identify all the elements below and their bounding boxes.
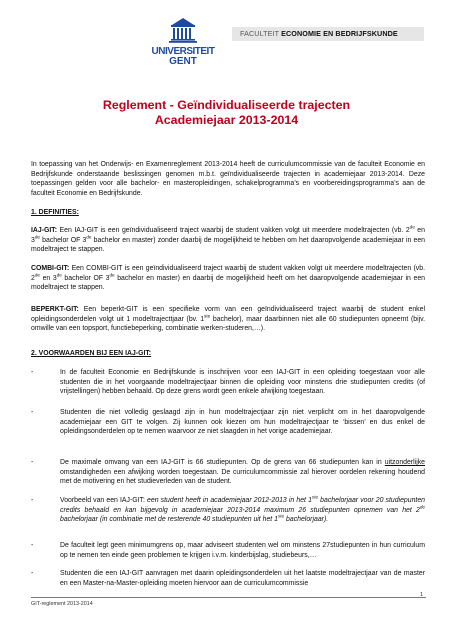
intro-paragraph: In toepassing van het Onderwijs- en Examenreglement 2013-2014 heeft de curriculumcommissie van de faculteit Economie en Bedrijfskunde onderstaande beslissingen genomen m.b.t. geïndividualiseerde trajecten in academiejaar 2013-2014. Deze toepassingen gelden voor alle bachelor- en masteropleidingen, schakelprogramma’s en voorbereidingsprogramma’s aan de faculteit Economie en Bedrijfskunde. <box>31 161 425 197</box>
document-title: Reglement - Geïndividualiseerde trajecten <box>102 98 351 112</box>
definition-iaj-git: IAJ-GIT: Een IAJ-GIT is een geïndividualiseerd traject waarbij de student vakken volgt uit meerdere modeltrajecten (vb. 2de en 3de bachelor OF 3de bachelor en master) zonder daarbij de mogelijkheid te hebben om het daaropvolgende academiejaar in een modeltraject te stappen. <box>31 224 426 254</box>
list-item: - Studenten die niet volledig geslaagd zijn in hun modeltrajectjaar zijn niet verplicht om in het daaropvolgende academiejaar een GIT te volgen. Zij kunnen ook kiezen om hun modeltrajectjaar te ‘bissen’ en dus enkel de opleidingsonderdelen op te nemen waarvoor ze niet slaagden in het vorige academiejaar. <box>31 409 425 436</box>
footer-document-name: GIT-reglement 2013-2014 <box>31 601 93 607</box>
definition-combi-git: COMBI-GIT: Een COMBI-GIT is een geïndividualiseerd traject waarbij de student vakken volgt uit meerdere modeltrajecten (vb. 2de en 3de bachelor OF 3de bachelor en master) en daarbij de mogelijkheid heeft om het daaropvolgende academiejaar in een modeltraject te stappen. <box>31 265 425 292</box>
list-item: - Studenten die een IAJ-GIT aanvragen met daarin opleidingsonderdelen uit het laatste modeltrajectjaar van de master en een Master-na-Master-opleiding moeten hiervoor aan de curriculumcommissie <box>31 570 425 587</box>
faculty-name: ECONOMIE EN BEDRIJFSKUNDE <box>281 29 398 38</box>
document-subtitle: Academiejaar 2013-2014 <box>154 113 299 127</box>
section-2-heading: 2. VOORWAARDEN BIJ EEN IAJ-GIT: <box>31 350 152 357</box>
university-logo <box>150 10 216 76</box>
list-item: - De faculteit legt geen minimumgrens op, maar adviseert studenten wel om minstens 27studiepunten in hun curriculum op te nemen ten einde geen problemen te krijgen i.v.m. kinderbijslag, studiebeurs,… <box>31 542 425 559</box>
list-item: - In de faculteit Economie en Bedrijfskunde is inschrijven voor een IAJ-GIT in een opleiding toegestaan voor alle studenten die in het voorgaande modeltrajectjaar binnen die opleiding voor minstens drie studiepunten credits (of vrijstellingen) hebben behaald. Op deze grens wordt geen enkele afwijking toegestaan. <box>31 369 425 396</box>
page-number: 1 <box>420 592 424 598</box>
university-name-line1: UNIVERSITEIT <box>151 46 215 57</box>
list-item: - Voorbeeld van een IAJ-GIT: een student heeft in academiejaar 2012-2013 in het 1ste bachelorjaar voor 20 studiepunten credits behaald en kan bijgevolg in academiejaar 2013-2014 maximum 26 studiepunten opnemen van het 2de bachelorjaar (in combinatie met de resterende 40 studiepunten uit het 1ste bachelorjaar). <box>31 494 425 524</box>
university-name-line2: GENT <box>169 56 197 67</box>
list-item: - De maximale omvang van een IAJ-GIT is 66 studiepunten. Op de grens van 66 studiepunten kan in uitzonderlijke omstandigheden een afwijking worden toegestaan. De curriculumcommissie zal hierover oordelen rekening houdend met de motivering en het studieverleden van de student. <box>31 459 425 486</box>
definition-beperkt-git: BEPERKT-GIT: Een beperkt-GIT is een specifieke vorm van een geïndividualiseerd traject waarbij de student enkel opleidingsonderdelen volgt uit 1 modeltrajecttjaar (bv. 1ste bachelor), maar daarbinnen niet alle 60 studiepunten opneemt (bijv. omwille van een topsport, functiebeperking, combinatie werken-studeren,…). <box>31 306 425 333</box>
faculty-banner <box>232 27 424 41</box>
section-1-heading: 1. DEFINITIES: <box>31 209 79 216</box>
faculty-prefix: FACULTEIT <box>240 29 279 38</box>
footer-divider <box>31 597 426 598</box>
